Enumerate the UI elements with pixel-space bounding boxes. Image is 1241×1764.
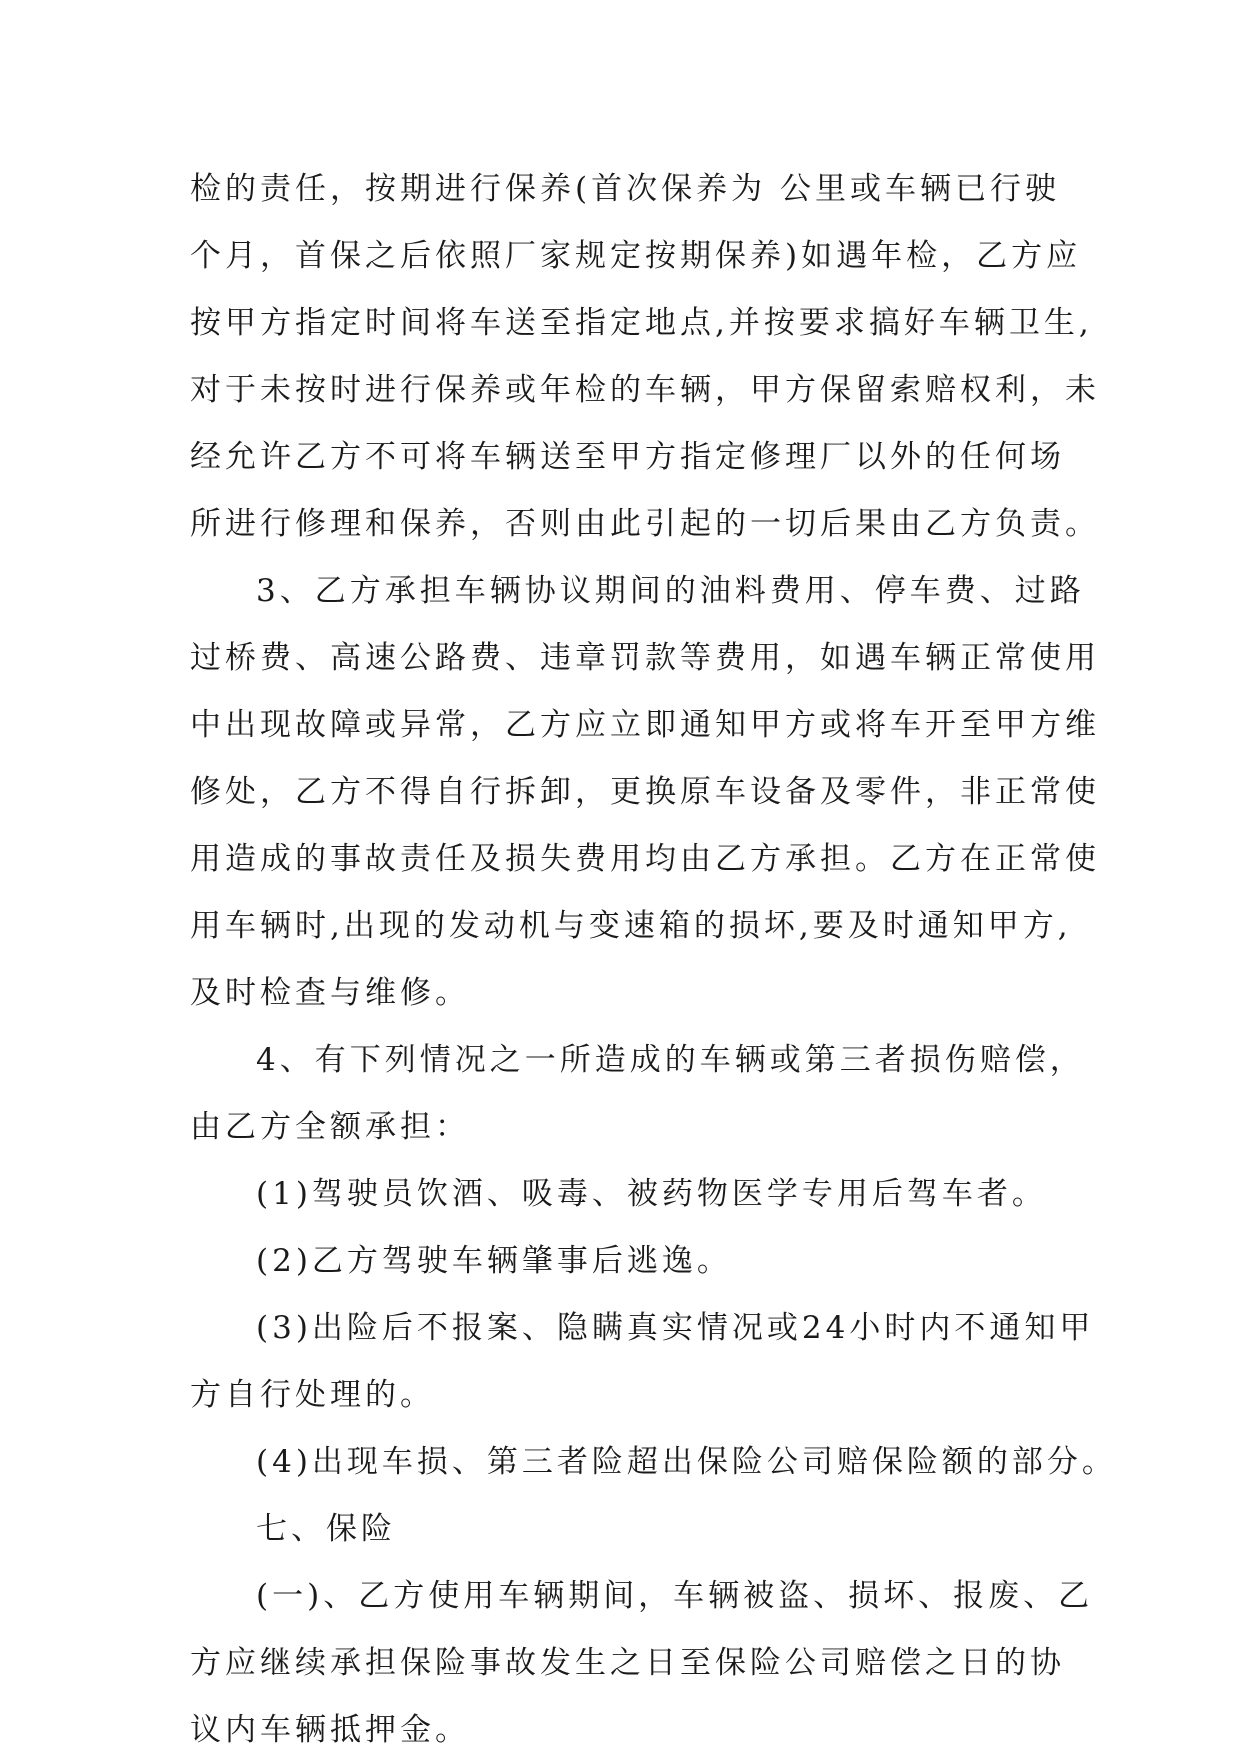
clause-4-line: 4、有下列情况之一所造成的车辆或第三者损伤赔偿， bbox=[256, 1042, 1085, 1078]
text-line: 用造成的事故责任及损失费用均由乙方承担。乙方在正常使 bbox=[190, 841, 1100, 877]
text-line: 由乙方全额承担： bbox=[190, 1109, 470, 1145]
text-line: 检的责任，按期进行保养(首次保养为 公里或车辆已行驶 bbox=[190, 171, 1060, 207]
text-line: 经允许乙方不可将车辆送至甲方指定修理厂以外的任何场 bbox=[190, 439, 1065, 475]
text-line: 修处，乙方不得自行拆卸，更换原车设备及零件，非正常使 bbox=[190, 774, 1100, 810]
text-line: 个月，首保之后依照厂家规定按期保养)如遇年检，乙方应 bbox=[190, 238, 1082, 274]
insurance-item-1: (一)、乙方使用车辆期间，车辆被盗、损坏、报废、乙 bbox=[256, 1578, 1094, 1614]
clause-3-line: 3、乙方承担车辆协议期间的油料费用、停车费、过路 bbox=[256, 573, 1085, 609]
text-line: 过桥费、高速公路费、违章罚款等费用，如遇车辆正常使用 bbox=[190, 640, 1100, 676]
text-line: 用车辆时,出现的发动机与变速箱的损坏,要及时通知甲方, bbox=[190, 908, 1072, 944]
document-body bbox=[190, 156, 1117, 1764]
text-line: 按甲方指定时间将车送至指定地点,并按要求搞好车辆卫生, bbox=[190, 305, 1093, 341]
text-line: 议内车辆抵押金。 bbox=[190, 1712, 470, 1748]
sub-item-4: (4)出现车损、第三者险超出保险公司赔保险额的部分。 bbox=[256, 1444, 1117, 1480]
sub-item-1: (1)驾驶员饮酒、吸毒、被药物医学专用后驾车者。 bbox=[256, 1176, 1047, 1212]
text-line: 对于未按时进行保养或年检的车辆，甲方保留索赔权利，未 bbox=[190, 372, 1100, 408]
text-line: 中出现故障或异常，乙方应立即通知甲方或将车开至甲方维 bbox=[190, 707, 1100, 743]
text-line: 方自行处理的。 bbox=[190, 1377, 435, 1413]
text-line: 方应继续承担保险事故发生之日至保险公司赔偿之日的协 bbox=[190, 1645, 1065, 1681]
sub-item-2: (2)乙方驾驶车辆肇事后逃逸。 bbox=[256, 1243, 732, 1279]
text-line: 所进行修理和保养，否则由此引起的一切后果由乙方负责。 bbox=[190, 506, 1100, 542]
section-heading-insurance: 七、保险 bbox=[256, 1511, 396, 1547]
text-line: 及时检查与维修。 bbox=[190, 975, 470, 1011]
sub-item-3: (3)出险后不报案、隐瞒真实情况或24小时内不通知甲 bbox=[256, 1310, 1095, 1346]
